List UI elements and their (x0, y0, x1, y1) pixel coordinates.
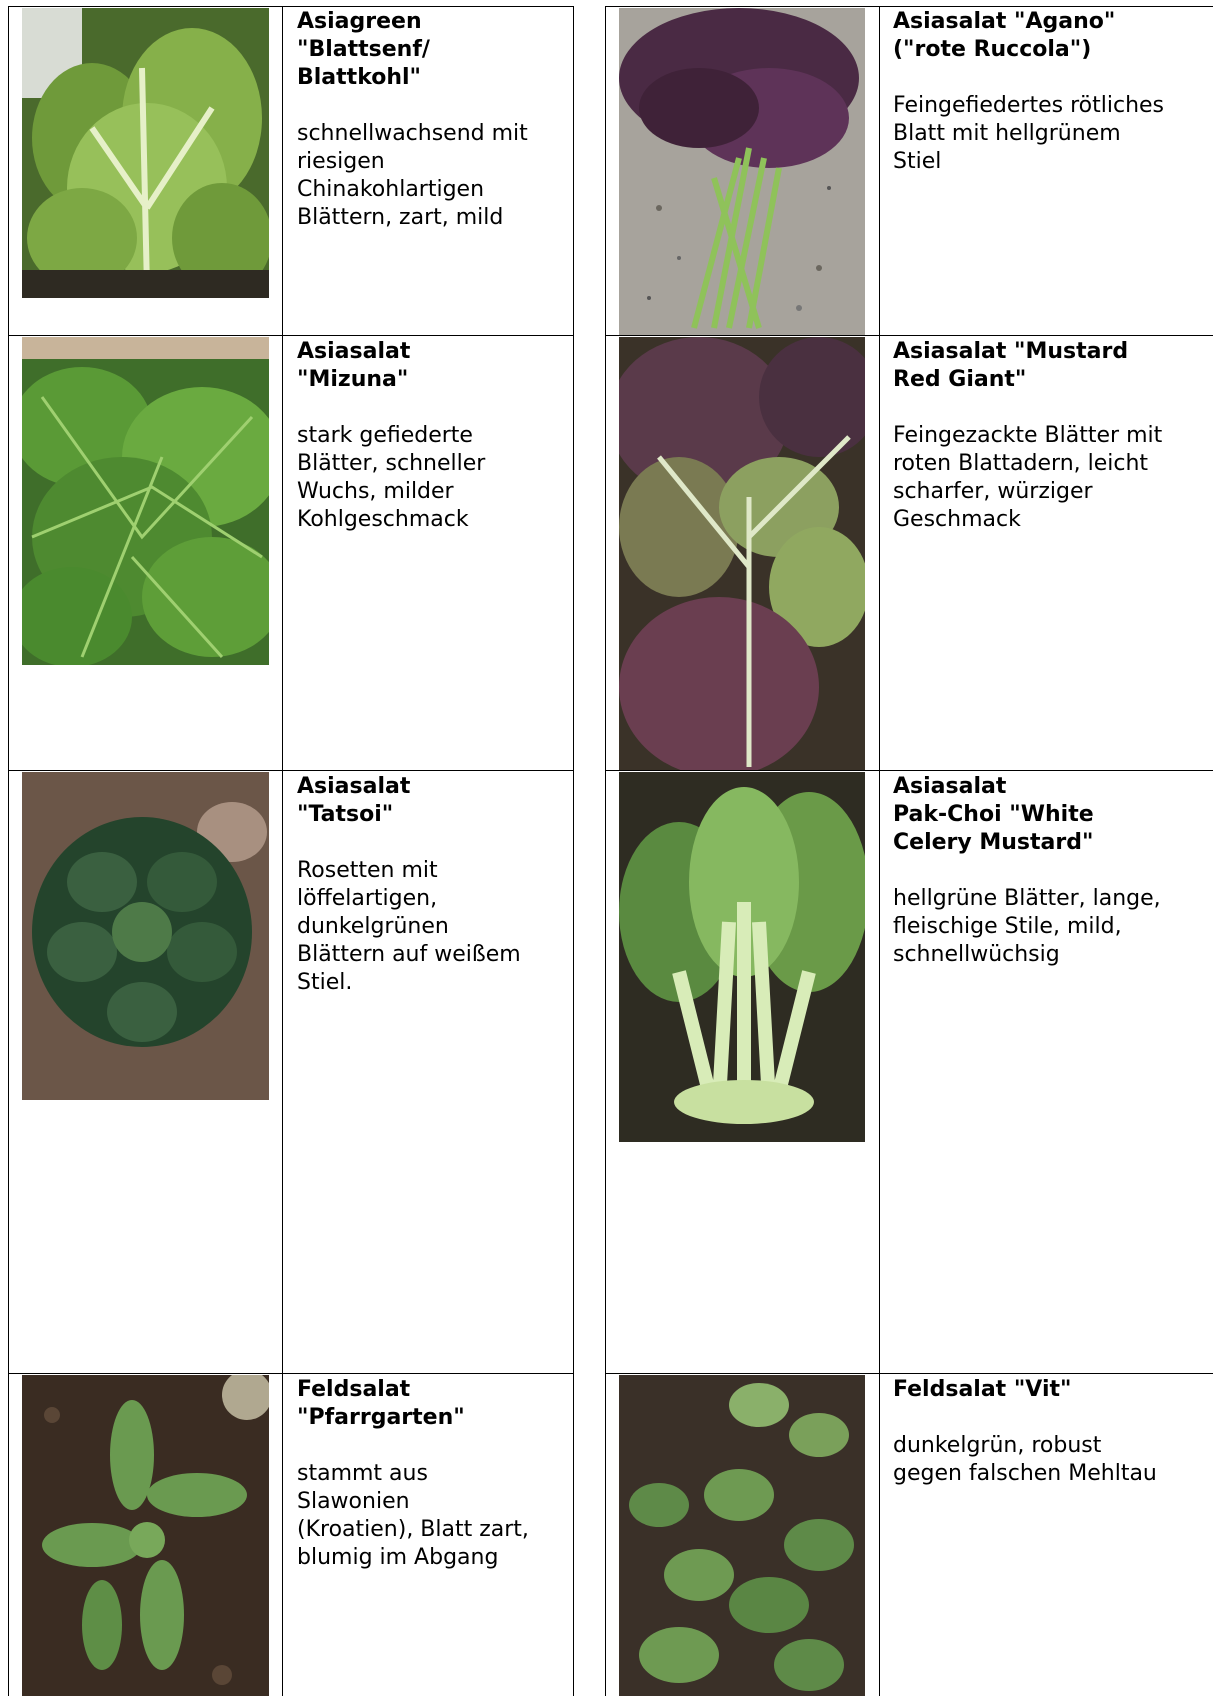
row-divider (605, 770, 1213, 771)
table-border (8, 6, 9, 1696)
variety-title: Asiasalat Pak-Choi "White Celery Mustard" (893, 774, 1094, 855)
photo-pak-choi (619, 772, 865, 1142)
variety-title: Asiasalat "Agano" ("rote Ruccola") (893, 9, 1116, 62)
variety-description: schnellwachsend mit riesigen Chinakohlartigen Blättern, zart, mild (297, 121, 528, 230)
variety-description: dunkelgrün, robust gegen falschen Mehltau (893, 1433, 1157, 1486)
variety-title: Asiasalat "Tatsoi" (297, 774, 411, 827)
variety-title: Feldsalat "Pfarrgarten" (297, 1377, 465, 1430)
row-divider (8, 335, 574, 336)
variety-description: Rosetten mit löffelartigen, dunkelgrünen Blättern auf weißem Stiel. (297, 858, 521, 995)
table-border (605, 6, 1213, 7)
photo-lambs-lettuce-single (22, 1375, 269, 1696)
variety-title: Asiagreen "Blattsenf/ Blattkohl" (297, 9, 430, 90)
photo-red-feathery-leaves (619, 8, 865, 335)
variety-title: Feldsalat "Vit" (893, 1377, 1072, 1402)
row-divider (8, 1373, 574, 1374)
photo-mizuna (22, 337, 269, 665)
variety-description: stark gefiederte Blätter, schneller Wuchs, milder Kohlgeschmack (297, 423, 486, 532)
variety-cell (893, 773, 1211, 969)
table-border (8, 6, 574, 7)
row-divider (605, 1373, 1213, 1374)
variety-cell (297, 1376, 567, 1572)
table-border (573, 6, 574, 1696)
variety-title: Asiasalat "Mustard Red Giant" (893, 339, 1129, 392)
variety-cell (297, 773, 567, 997)
variety-description: Feingezackte Blätter mit roten Blattadern, leicht scharfer, würziger Geschmack (893, 423, 1163, 532)
table-border (605, 6, 606, 1696)
variety-description: hellgrüne Blätter, lange, fleischige Stile, mild, schnellwüchsig (893, 886, 1161, 967)
row-divider (8, 770, 574, 771)
variety-cell (893, 338, 1211, 534)
photo-purple-mustard (619, 337, 865, 770)
variety-cell (297, 338, 567, 534)
photo-chinese-cabbage (22, 8, 269, 298)
variety-cell (893, 8, 1211, 176)
variety-cell (297, 8, 567, 232)
column-divider (879, 6, 880, 1696)
variety-cell (893, 1376, 1211, 1488)
variety-title: Asiasalat "Mizuna" (297, 339, 411, 392)
photo-lambs-lettuce-cluster (619, 1375, 865, 1696)
photo-tatsoi (22, 772, 269, 1100)
row-divider (605, 335, 1213, 336)
variety-description: Feingefiedertes rötliches Blatt mit hellgrünem Stiel (893, 93, 1165, 174)
variety-description: stammt aus Slawonien (Kroatien), Blatt zart, blumig im Abgang (297, 1461, 529, 1570)
column-divider (282, 6, 283, 1696)
